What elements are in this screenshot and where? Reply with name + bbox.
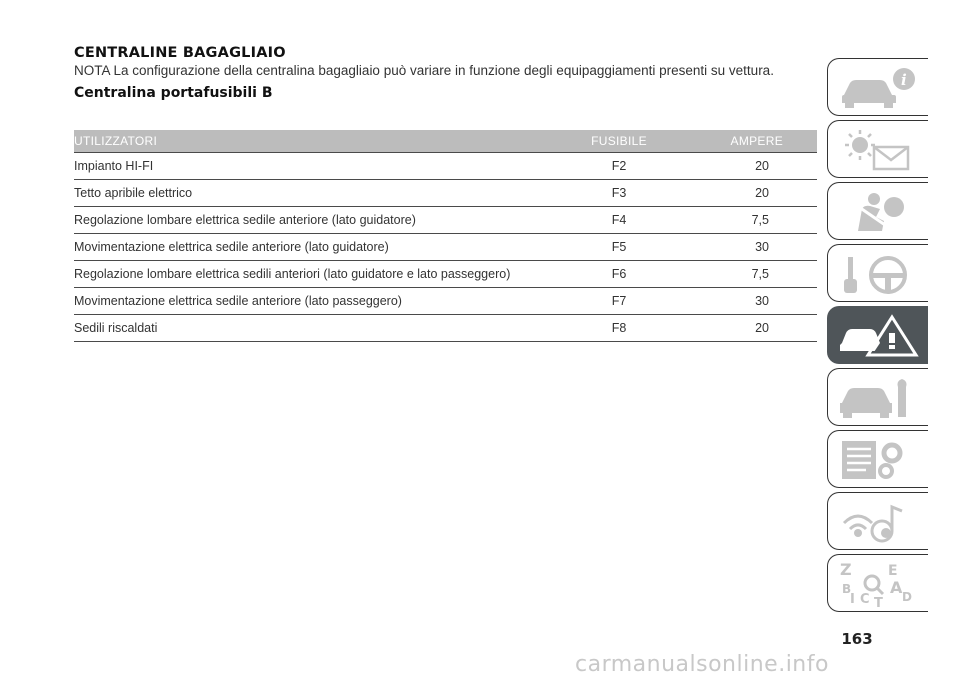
tab-warning-lights[interactable]: [827, 120, 928, 178]
cell-user: Impianto HI-FI: [74, 153, 574, 180]
tab-index[interactable]: [827, 554, 928, 612]
index-letter-d: D: [902, 590, 912, 604]
cell-ampere: 7,5: [664, 207, 817, 234]
cell-user: Sedili riscaldati: [74, 315, 574, 342]
tab-technical-data[interactable]: [827, 430, 928, 488]
subtitle: Centralina portafusibili B: [74, 85, 273, 101]
cell-fuse: F7: [574, 288, 664, 315]
warning-lights-icon: [836, 127, 920, 173]
cell-ampere: 30: [664, 288, 817, 315]
tab-safety[interactable]: [827, 182, 928, 240]
cell-fuse: F3: [574, 180, 664, 207]
index-letter-c: C: [860, 592, 870, 607]
index-letter-a: A: [890, 578, 903, 597]
table-header-row: [74, 130, 817, 153]
cell-fuse: F5: [574, 234, 664, 261]
header-users: UTILIZZATORI: [74, 130, 574, 153]
index-letter-z: Z: [840, 561, 852, 579]
table-row: [74, 234, 817, 261]
cell-user: Tetto apribile elettrico: [74, 180, 574, 207]
steering-key-icon: [836, 251, 920, 297]
index-letter-e: E: [888, 563, 898, 579]
header-ampere: AMPERE: [664, 130, 817, 153]
header-fuse: FUSIBILE: [574, 130, 664, 153]
cell-ampere: 20: [664, 153, 817, 180]
table-row: [74, 180, 817, 207]
cell-ampere: 20: [664, 180, 817, 207]
cell-user: Movimentazione elettrica sedile anteriore (lato guidatore): [74, 234, 574, 261]
tab-emergency[interactable]: [827, 306, 928, 364]
car-maintenance-icon: [836, 375, 920, 421]
tab-multimedia[interactable]: [827, 492, 928, 550]
index-letter-i: I: [850, 592, 855, 607]
cell-ampere: 20: [664, 315, 817, 342]
fuse-table: [74, 130, 817, 342]
cell-user: Regolazione lombare elettrica sedile anteriore (lato guidatore): [74, 207, 574, 234]
cell-user: Movimentazione elettrica sedile anteriore (lato passeggero): [74, 288, 574, 315]
cell-fuse: F6: [574, 261, 664, 288]
technical-data-icon: [836, 437, 920, 483]
watermark: carmanualsonline.info: [575, 652, 829, 677]
tab-driving[interactable]: [827, 244, 928, 302]
section-title: CENTRALINE BAGAGLIAIO: [74, 45, 286, 61]
index-icon: [836, 561, 920, 607]
index-letter-b: B: [842, 582, 852, 596]
table-row: [74, 261, 817, 288]
text-header: [74, 44, 818, 102]
cell-fuse: F2: [574, 153, 664, 180]
cell-user: Regolazione lombare elettrica sedili anteriori (lato guidatore e lato passeggero): [74, 261, 574, 288]
table-row: [74, 315, 817, 342]
emergency-icon: [836, 313, 920, 359]
tab-maintenance[interactable]: [827, 368, 928, 426]
cell-ampere: 30: [664, 234, 817, 261]
index-letter-t: T: [874, 596, 883, 607]
table-row: [74, 288, 817, 315]
cell-fuse: F8: [574, 315, 664, 342]
safety-airbag-icon: [836, 189, 920, 235]
table-row: [74, 207, 817, 234]
cell-fuse: F4: [574, 207, 664, 234]
svg-text:i: i: [901, 71, 907, 89]
tab-car-info[interactable]: [827, 58, 928, 116]
page-number: 163: [841, 630, 873, 648]
note-text: NOTA La configurazione della centralina bagagliaio può variare in funzione degli equipaggiamenti presenti su vettura.: [74, 63, 774, 78]
multimedia-icon: [836, 499, 920, 545]
table-row: [74, 153, 817, 180]
car-info-icon: [836, 65, 920, 111]
cell-ampere: 7,5: [664, 261, 817, 288]
